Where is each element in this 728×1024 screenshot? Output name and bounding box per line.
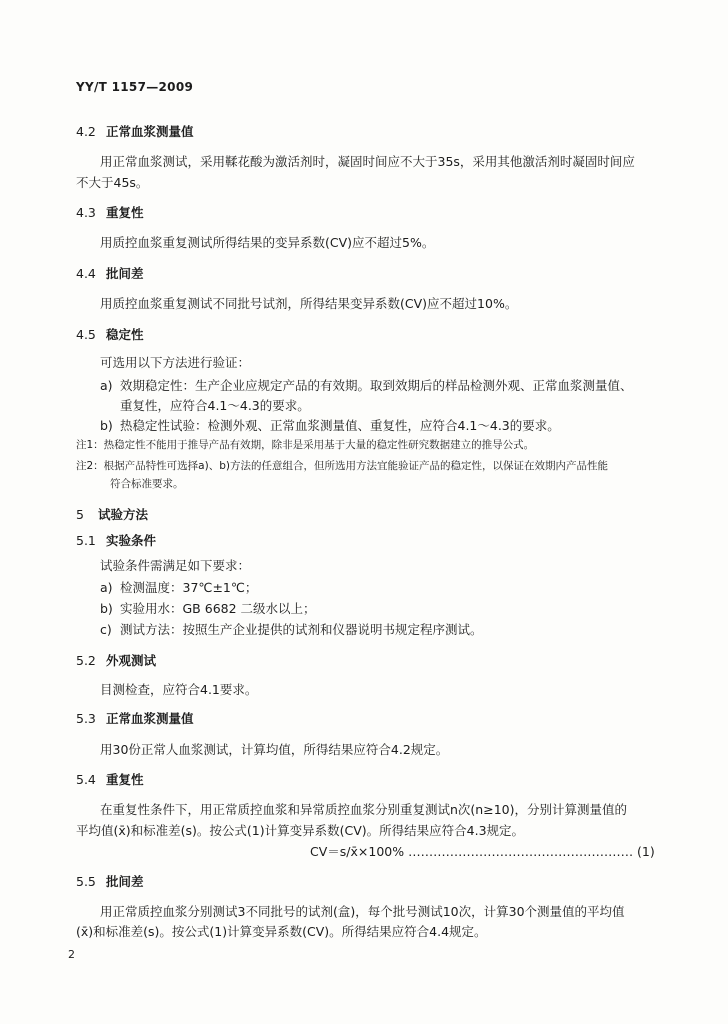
section-number: 5.2	[76, 653, 96, 668]
section-number: 5.1	[76, 533, 96, 548]
list-item-c	[100, 620, 483, 638]
section-5-5-heading	[76, 872, 144, 890]
list-item-continuation: 重复性，应符合4.1～4.3的要求。	[120, 398, 310, 413]
list-item-a	[100, 578, 257, 596]
section-4-4-heading	[76, 264, 144, 282]
paragraph-line: 用30份正常人血浆测试，计算均值，所得结果应符合4.2规定。	[100, 742, 449, 757]
section-title: 试验方法	[98, 507, 149, 522]
section-title: 批间差	[106, 874, 144, 889]
section-4-2-heading	[76, 122, 194, 140]
note-1: 注1：热稳定性不能用于推导产品有效期，除非是采用基于大量的稳定性研究数据建立的推导公式。	[76, 439, 535, 451]
section-number: 5	[76, 507, 84, 522]
section-number: 4.5	[76, 327, 96, 342]
paragraph-line: 平均值(x̄)和标准差(s)。按公式(1)计算变异系数(CV)。所得结果应符合4.3规定。	[76, 823, 525, 838]
list-item-b	[100, 599, 316, 617]
list-item-label: c)	[100, 622, 112, 637]
list-item-text: 实验用水：GB 6682 二级水以上；	[120, 601, 316, 616]
section-title: 稳定性	[106, 327, 144, 342]
list-item-label: b)	[100, 601, 113, 616]
paragraph-line: 可选用以下方法进行验证：	[100, 355, 251, 370]
section-title: 重复性	[106, 772, 144, 787]
section-4-5-heading	[76, 325, 144, 343]
section-5-2-heading	[76, 651, 156, 669]
section-title: 实验条件	[106, 533, 157, 548]
formula-1: CV＝s/x̄×100% ……………………………………………… (1)	[310, 844, 655, 859]
section-title: 重复性	[106, 205, 144, 220]
paragraph-line: 用正常血浆测试，采用鞣花酸为激活剂时，凝固时间应不大于35s，采用其他激活剂时凝固时间应	[100, 154, 635, 169]
section-5-3-heading	[76, 709, 194, 727]
list-item-text: 热稳定性试验：检测外观、正常血浆测量值、重复性，应符合4.1～4.3的要求。	[120, 418, 560, 433]
list-item-text: 检测温度：37℃±1℃；	[120, 580, 258, 595]
section-title: 正常血浆测量值	[106, 124, 194, 139]
section-number: 5.5	[76, 874, 96, 889]
paragraph-line: 试验条件需满足如下要求：	[100, 558, 251, 573]
page-number: 2	[68, 948, 75, 961]
list-item-label: a)	[100, 378, 113, 393]
paragraph-line: 用质控血浆重复测试所得结果的变异系数(CV)应不超过5%。	[100, 235, 435, 250]
section-5-4-heading	[76, 770, 144, 788]
section-title: 正常血浆测量值	[106, 711, 194, 726]
section-number: 4.4	[76, 266, 96, 281]
section-number: 5.4	[76, 772, 96, 787]
section-title: 外观测试	[106, 653, 157, 668]
paragraph-line: 用正常质控血浆分别测试3不同批号的试剂(盒)，每个批号测试10次，计算30个测量值的平均值	[100, 904, 625, 919]
list-item-label: a)	[100, 580, 113, 595]
section-4-3-heading	[76, 203, 144, 221]
paragraph-line: (x̄)和标准差(s)。按公式(1)计算变异系数(CV)。所得结果应符合4.4规定。	[76, 924, 487, 939]
note-2: 注2：根据产品特性可选择a)、b)方法的任意组合，但所选用方法宜能验证产品的稳定性，以保证在效期内产品性能	[76, 460, 608, 472]
section-5-heading	[76, 505, 148, 523]
paragraph-line: 目测检查，应符合4.1要求。	[100, 682, 258, 697]
paragraph-line: 用质控血浆重复测试不同批号试剂，所得结果变异系数(CV)应不超过10%。	[100, 296, 518, 311]
note-2-continuation: 符合标准要求。	[110, 478, 184, 490]
paragraph-line: 不大于45s。	[76, 175, 149, 190]
list-item-text: 效期稳定性：生产企业应规定产品的有效期。取到效期后的样品检测外观、正常血浆测量值、	[120, 378, 633, 393]
list-item-b	[100, 416, 560, 434]
section-number: 4.2	[76, 124, 96, 139]
section-number: 5.3	[76, 711, 96, 726]
list-item-label: b)	[100, 418, 113, 433]
section-number: 4.3	[76, 205, 96, 220]
section-5-1-heading	[76, 531, 156, 549]
paragraph-line: 在重复性条件下，用正常质控血浆和异常质控血浆分别重复测试n次(n≥10)，分别计算测量值的	[100, 802, 627, 817]
section-title: 批间差	[106, 266, 144, 281]
list-item-a	[100, 376, 633, 394]
list-item-text: 测试方法：按照生产企业提供的试剂和仪器说明书规定程序测试。	[120, 622, 483, 637]
standard-code-header: YY/T 1157—2009	[76, 80, 194, 94]
